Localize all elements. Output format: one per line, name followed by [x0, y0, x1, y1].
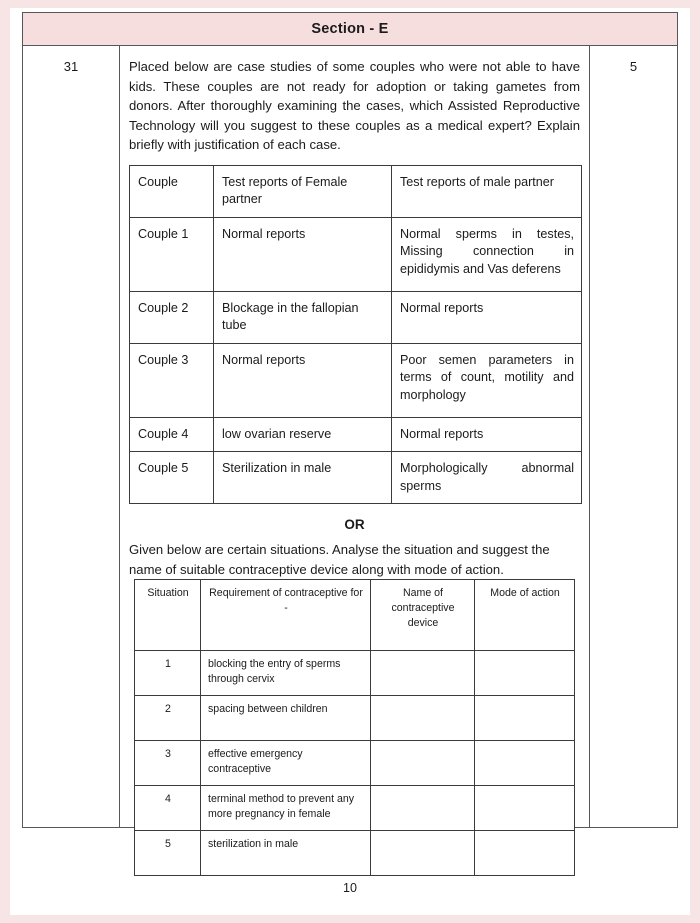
cell-situation-number: 4 [135, 786, 201, 831]
cell-situation-number: 2 [135, 696, 201, 741]
cell-male-report: Morphologically abnormal sperms [392, 452, 582, 504]
table-header-row [135, 580, 575, 651]
table-row [130, 343, 582, 417]
cell-requirement: terminal method to prevent any more pregnancy in female [201, 786, 371, 831]
cell-device-name-blank [371, 651, 475, 696]
column-header-situation: Situation [135, 580, 201, 651]
alternate-question-prompt: Given below are certain situations. Analyse the situation and suggest the name of suitable contraceptive device along with mode of action. [129, 542, 550, 577]
table-row [130, 217, 582, 291]
cell-female-report: Normal reports [214, 217, 392, 291]
question-grid [22, 46, 678, 851]
cell-couple-label: Couple 5 [130, 452, 214, 504]
column-header-female-reports: Test reports of Female partner [214, 165, 392, 217]
table-row [135, 741, 575, 786]
question-body-column [120, 46, 589, 851]
cell-female-report: Blockage in the fallopian tube [214, 291, 392, 343]
cell-female-report: Normal reports [214, 343, 392, 417]
cell-situation-number: 5 [135, 831, 201, 876]
cell-situation-number: 1 [135, 651, 201, 696]
cell-situation-number: 3 [135, 741, 201, 786]
cell-mode-of-action-blank [475, 786, 575, 831]
cell-mode-of-action-blank [475, 696, 575, 741]
cell-male-report: Poor semen parameters in terms of count, motility and morphology [392, 343, 582, 417]
table-row [135, 696, 575, 741]
cell-device-name-blank [371, 786, 475, 831]
question-prompt: Placed below are case studies of some couples who were not able to have kids. These couples are not ready for adoption or taking gametes from donors. After thoroughly examining the cases, which Assisted Reproductive Technology will you suggest to these couples as a medical expert? Explain briefly with justification of each case. [129, 59, 580, 153]
cell-mode-of-action-blank [475, 831, 575, 876]
table-row [135, 651, 575, 696]
question-sheet [22, 12, 678, 851]
column-header-device-name: Name of contraceptive device [371, 580, 475, 651]
column-header-mode-of-action: Mode of action [475, 580, 575, 651]
table-row [130, 452, 582, 504]
cell-mode-of-action-blank [475, 741, 575, 786]
page-number: 10 [343, 881, 357, 895]
question-number-column [23, 46, 120, 827]
cell-device-name-blank [371, 696, 475, 741]
cell-couple-label: Couple 4 [130, 417, 214, 451]
cell-male-report: Normal sperms in testes, Missing connection in epididymis and Vas deferens [392, 217, 582, 291]
table-row [130, 417, 582, 451]
cell-requirement: effective emergency contraceptive [201, 741, 371, 786]
column-header-male-reports: Test reports of male partner [392, 165, 582, 217]
cell-male-report: Normal reports [392, 417, 582, 451]
question-number: 31 [63, 59, 79, 74]
contraceptive-situation-table [134, 579, 575, 876]
cell-couple-label: Couple 1 [130, 217, 214, 291]
document-page [10, 8, 690, 915]
section-header-bar [22, 12, 678, 46]
cell-device-name-blank [371, 831, 475, 876]
cell-requirement: blocking the entry of sperms through cervix [201, 651, 371, 696]
column-header-requirement: Requirement of contraceptive for - [201, 580, 371, 651]
table-row [130, 291, 582, 343]
cell-couple-label: Couple 3 [130, 343, 214, 417]
cell-requirement: spacing between children [201, 696, 371, 741]
cell-requirement: sterilization in male [201, 831, 371, 876]
column-header-couple: Couple [130, 165, 214, 217]
cell-female-report: low ovarian reserve [214, 417, 392, 451]
couples-case-table [129, 165, 582, 504]
table-row [135, 831, 575, 876]
cell-device-name-blank [371, 741, 475, 786]
cell-male-report: Normal reports [392, 291, 582, 343]
marks-column [589, 46, 677, 827]
cell-mode-of-action-blank [475, 651, 575, 696]
cell-couple-label: Couple 2 [130, 291, 214, 343]
cell-female-report: Sterilization in male [214, 452, 392, 504]
or-divider-label: OR [344, 517, 365, 533]
section-title: Section - E [311, 21, 389, 37]
marks-value: 5 [629, 59, 638, 74]
table-header-row [130, 165, 582, 217]
table-row [135, 786, 575, 831]
